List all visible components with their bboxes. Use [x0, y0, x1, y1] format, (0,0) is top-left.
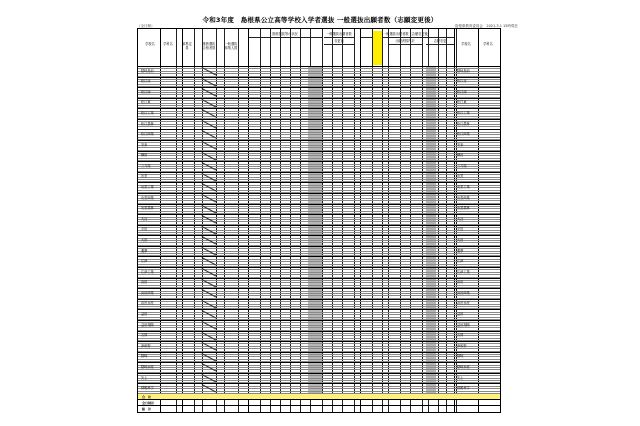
- school-name-right: 江津: [457, 259, 464, 264]
- table-row: [138, 105, 500, 106]
- table-row: [138, 137, 500, 138]
- school-name: 三刀屋: [141, 163, 151, 168]
- grand-total-label: 総 計: [142, 407, 152, 411]
- school-row-divider: [138, 204, 500, 205]
- table-row: [138, 147, 500, 148]
- school-name-right: 横田: [457, 153, 464, 158]
- table-row: [138, 285, 500, 286]
- course-col-header: 学科名: [163, 42, 173, 46]
- suisen-col-header: 推薦選抜合格者数: [202, 42, 216, 50]
- group-mid2-header: 変更前: [324, 38, 354, 45]
- table-row: [138, 126, 500, 127]
- school-row-divider: [138, 161, 500, 162]
- table-row: [138, 269, 500, 270]
- table-row: [138, 187, 500, 188]
- school-row-divider: [138, 77, 500, 78]
- school-name-right: 益田翔陽: [457, 322, 470, 327]
- table-row: [138, 174, 500, 175]
- school-name: 隠岐水産: [141, 364, 154, 369]
- school-row-divider: [138, 98, 500, 99]
- school-name: 松江北: [141, 79, 151, 84]
- table-row: [138, 375, 500, 376]
- table-row: [138, 81, 500, 82]
- table-row: [138, 155, 500, 156]
- table-row: [138, 359, 500, 360]
- table-row: [138, 116, 500, 117]
- school-name-right: 隠岐島前: [457, 68, 470, 73]
- school-row-divider: [138, 341, 500, 342]
- table-row: [138, 274, 500, 275]
- table-row: [138, 227, 500, 228]
- school-name: 松江南: [141, 89, 151, 94]
- school-name: 松江農林: [141, 121, 154, 126]
- school-name-right: 益田: [457, 312, 464, 317]
- table-row: [138, 314, 500, 315]
- page-title: 令和3年度 島根県公立高等学校入学者選抜 一般選抜出願者数（志願変更後）: [202, 16, 438, 24]
- table-row: [138, 153, 500, 154]
- school-name: 大社: [141, 216, 148, 221]
- table-row: [138, 301, 500, 302]
- school-name-right: 松江北: [457, 79, 467, 84]
- table-row: [138, 164, 500, 165]
- table-row: [138, 312, 500, 313]
- top-right-note: 島根県教育委員会 2021.3.1 15時現在: [454, 24, 518, 28]
- school-row-divider: [138, 383, 500, 384]
- subtotal-label: 全日制計: [142, 401, 155, 405]
- school-name-right: 松江東: [457, 100, 467, 105]
- school-row-divider: [138, 267, 500, 268]
- school-name: 江津工業: [141, 269, 154, 274]
- school-name-right: 浜田商業: [457, 290, 470, 295]
- school-name: 安来: [141, 142, 148, 147]
- table-row: [138, 369, 500, 370]
- table-row: [138, 306, 500, 307]
- table-row: [138, 232, 500, 233]
- school-name-right: 情報科学: [457, 386, 470, 391]
- table-row: [138, 73, 500, 74]
- school-name: 浜田: [141, 280, 148, 285]
- table-row: [138, 248, 500, 249]
- total-label: 合 計: [142, 395, 152, 399]
- capacity-col-header: 募集定員: [182, 42, 192, 50]
- school-name: 松江工業: [141, 111, 154, 115]
- school-name-right: 平田: [457, 227, 464, 232]
- school-name: 浜田水産: [141, 301, 154, 306]
- table-row: [138, 317, 500, 318]
- school-row-divider: [138, 182, 500, 183]
- table-row: [138, 291, 500, 292]
- table-row: [138, 179, 500, 180]
- table-row: [138, 280, 500, 281]
- school-row-divider: [138, 119, 500, 120]
- table-row: [138, 211, 500, 212]
- school-name-right: 邇摩: [457, 248, 464, 253]
- school-name-right: 出雲: [457, 174, 464, 179]
- school-row-divider: [138, 246, 500, 247]
- school-col-header: 学校名: [145, 42, 155, 46]
- school-row-divider: [138, 278, 500, 279]
- school-name: 出雲工業: [141, 185, 154, 190]
- highlight-column-header: [372, 31, 382, 65]
- school-name-right: 出雲工業: [457, 185, 470, 190]
- group-left-header: 推薦選抜等の状況: [248, 31, 322, 38]
- school-row-divider: [138, 320, 500, 321]
- table-row: [138, 338, 500, 339]
- school-row-divider: [138, 66, 500, 67]
- school-name-right: 出雲農林: [457, 206, 470, 211]
- school-name: 平田: [141, 227, 148, 232]
- general-col-header: 一般選抜募集人数: [224, 42, 238, 50]
- table-row: [138, 168, 500, 169]
- table-row: [138, 90, 500, 91]
- table-row: [138, 238, 500, 239]
- school-row-divider: [138, 309, 500, 310]
- school-name: 矢上: [141, 375, 148, 380]
- total-row-divider: [138, 405, 500, 406]
- table-row: [138, 356, 500, 357]
- school-name-right: 隠岐: [457, 354, 464, 359]
- school-name-right: 大田: [457, 237, 464, 242]
- school-row-divider: [138, 362, 500, 363]
- school-name: 松江商業: [141, 132, 154, 137]
- table-row: [138, 217, 500, 218]
- table-row: [138, 68, 500, 69]
- school-name: 大田: [141, 237, 148, 242]
- table-row: [138, 343, 500, 344]
- table-row: [138, 158, 500, 159]
- school-row-divider: [138, 225, 500, 226]
- table-grid: [137, 28, 501, 413]
- top-left-note: （全日制）: [137, 24, 155, 28]
- school-name-right: 三刀屋: [457, 163, 467, 168]
- school-name: 津和野: [141, 343, 151, 348]
- school-name-right: 松江南: [457, 89, 467, 94]
- table-row: [138, 261, 500, 262]
- school-name-right: 出雲商業: [457, 195, 470, 200]
- school-name-right: 津和野: [457, 343, 467, 348]
- group-mid-header: 一般選抜出願者数: [324, 31, 354, 38]
- school-row-divider: [138, 193, 500, 194]
- school-name-right: 安来: [457, 142, 464, 147]
- school-name: 益田翔陽: [141, 322, 154, 327]
- table-row: [138, 264, 500, 265]
- table-row: [138, 380, 500, 381]
- school-row-divider: [138, 352, 500, 353]
- total-row-divider: [138, 399, 500, 400]
- table-row: [138, 391, 500, 392]
- table-row: [138, 94, 500, 95]
- school-col-right-header: 学校名: [461, 42, 471, 46]
- table-row: [138, 79, 500, 80]
- table-row: [138, 242, 500, 243]
- school-name: 隠岐: [141, 354, 148, 359]
- school-name: 松江東: [141, 100, 151, 105]
- table-row: [138, 333, 500, 334]
- table-row: [138, 335, 500, 336]
- school-row-divider: [138, 172, 500, 173]
- school-name: 益田: [141, 312, 148, 317]
- school-name: 出雲商業: [141, 195, 154, 200]
- table-row: [138, 132, 500, 133]
- school-name-right: 矢上: [457, 375, 464, 380]
- table-row: [138, 111, 500, 112]
- table-row: [138, 185, 500, 186]
- group-right-header: 一般選抜出願者数（志願変更後）: [360, 31, 454, 38]
- table-row: [138, 354, 500, 355]
- school-name-right: 浜田: [457, 280, 464, 285]
- group-right-a-header: 出願者数内訳: [388, 38, 422, 45]
- table-row: [138, 134, 500, 135]
- school-name-right: 大社: [457, 216, 464, 221]
- school-name: 邇摩: [141, 248, 148, 253]
- table-row: [138, 365, 500, 366]
- school-name: 浜田商業: [141, 290, 154, 295]
- school-name: 江津: [141, 259, 148, 264]
- school-name-right: 松江工業: [457, 111, 470, 115]
- school-row-divider: [138, 299, 500, 300]
- table-row: [138, 259, 500, 260]
- school-name: 隠岐島前: [141, 68, 154, 73]
- table-row: [138, 206, 500, 207]
- school-row-divider: [138, 214, 500, 215]
- table-row: [138, 221, 500, 222]
- table-row: [138, 322, 500, 323]
- school-row-divider: [138, 129, 500, 130]
- course-col-right-header: 学科名: [483, 42, 493, 46]
- school-row-divider: [138, 235, 500, 236]
- school-name: 情報科学: [141, 386, 154, 391]
- school-name: 吉賀: [141, 333, 148, 338]
- school-name-right: 松江商業: [457, 132, 470, 137]
- school-row-divider: [138, 256, 500, 257]
- group-right-b-header: 志願変更: [426, 38, 454, 45]
- table-row: [138, 121, 500, 122]
- table-row: [138, 113, 500, 114]
- school-row-divider: [138, 87, 500, 88]
- school-row-divider: [138, 151, 500, 152]
- school-row-divider: [138, 140, 500, 141]
- school-name-right: 浜田水産: [457, 301, 470, 306]
- applicant-table: [137, 28, 501, 413]
- school-name-right: 吉賀: [457, 333, 464, 338]
- table-row: [138, 282, 500, 283]
- school-name: 出雲農林: [141, 206, 154, 211]
- table-row: [138, 84, 500, 85]
- table-row: [138, 295, 500, 296]
- table-row: [138, 190, 500, 191]
- school-name-right: 隠岐水産: [457, 364, 470, 369]
- school-row-divider: [138, 373, 500, 374]
- table-row: [138, 142, 500, 143]
- school-row-divider: [138, 288, 500, 289]
- table-row: [138, 195, 500, 196]
- table-row: [138, 386, 500, 387]
- school-name-right: 江津工業: [457, 269, 470, 274]
- school-name: 出雲: [141, 174, 148, 179]
- school-row-divider: [138, 331, 500, 332]
- table-row: [138, 388, 500, 389]
- table-row: [138, 327, 500, 328]
- table-row: [138, 200, 500, 201]
- school-row-divider: [138, 108, 500, 109]
- table-row: [138, 208, 500, 209]
- school-name-right: 松江農林: [457, 121, 470, 126]
- table-row: [138, 348, 500, 349]
- school-name: 横田: [141, 153, 148, 158]
- table-row: [138, 253, 500, 254]
- table-row: [138, 100, 500, 101]
